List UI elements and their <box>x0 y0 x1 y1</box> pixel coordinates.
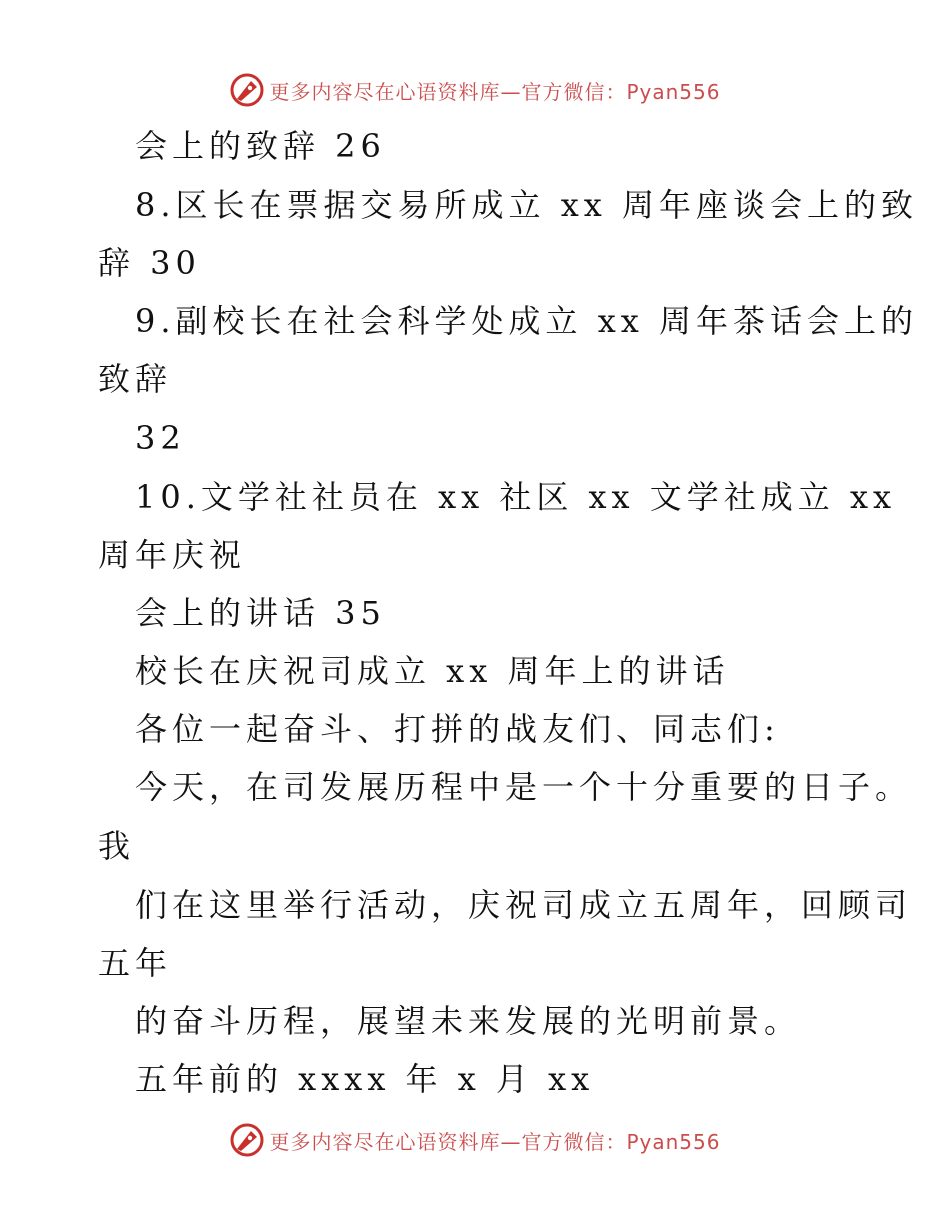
text-line: 我 <box>98 827 136 865</box>
text-line: 的奋斗历程，展望未来发展的光明前景。 <box>135 1002 802 1040</box>
text-line: 8.区长在票据交易所成立 xx 周年座谈会上的致 <box>135 186 918 224</box>
footer-banner <box>0 1120 950 1160</box>
pen-nib-logo-icon <box>229 72 265 108</box>
text-line: 五年 <box>98 944 173 982</box>
text-line: 32 <box>135 419 186 457</box>
text-line: 会上的讲话 35 <box>135 594 386 632</box>
text-line: 辞 30 <box>98 244 201 282</box>
text-line: 10.文学社社员在 xx 社区 xx 文学社成立 xx <box>135 478 897 516</box>
text-line: 校长在庆祝司成立 xx 周年上的讲话 <box>135 652 730 690</box>
text-line: 致辞 <box>98 360 173 398</box>
text-line: 各位一起奋斗、打拼的战友们、同志们: <box>135 710 780 748</box>
header-banner <box>0 70 950 110</box>
text-line: 周年庆祝 <box>98 536 247 574</box>
footer-banner-text: 更多内容尽在心语资料库—官方微信：Pyan556 <box>269 1129 721 1154</box>
text-line: 五年前的 xxxx 年 x 月 xx <box>135 1060 595 1098</box>
text-line: 今天，在司发展历程中是一个十分重要的日子。 <box>135 768 913 806</box>
text-line: 会上的致辞 26 <box>135 127 386 165</box>
text-line: 们在这里举行活动，庆祝司成立五周年，回顾司 <box>135 886 913 924</box>
header-banner-text: 更多内容尽在心语资料库—官方微信：Pyan556 <box>269 79 721 104</box>
text-line: 9.副校长在社会科学处成立 xx 周年茶话会上的 <box>135 302 918 340</box>
pen-nib-logo-icon <box>229 1122 265 1158</box>
